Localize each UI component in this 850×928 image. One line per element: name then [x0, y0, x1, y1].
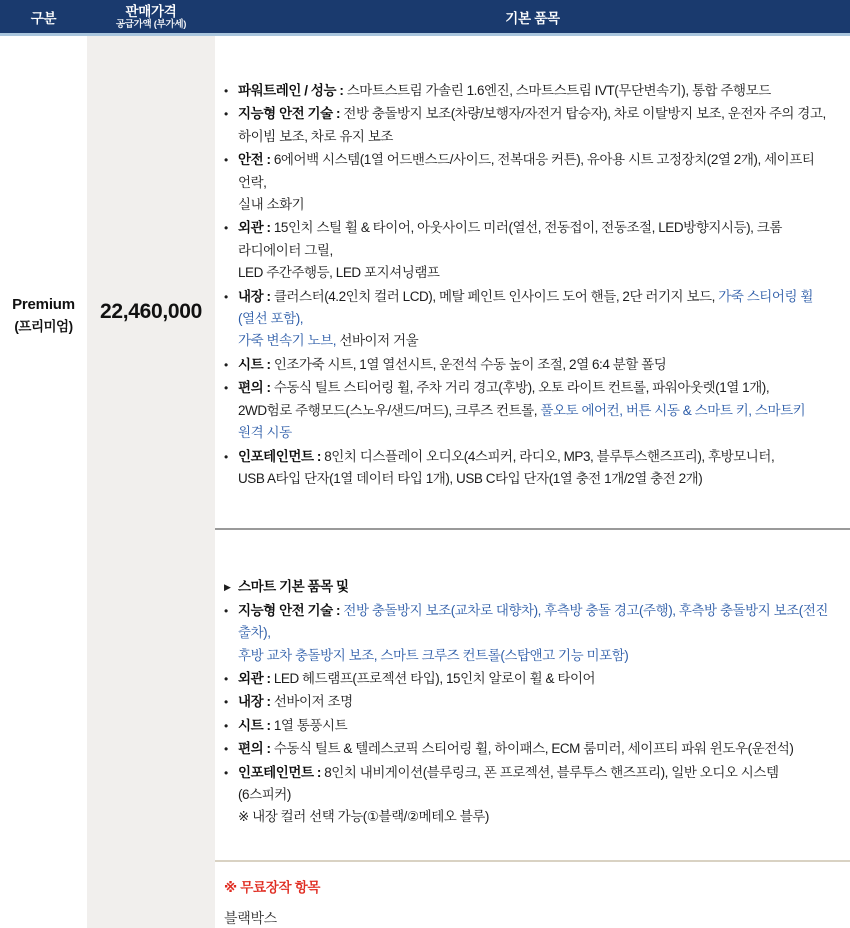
bullet-icon: •	[224, 153, 228, 168]
feature-label: 시트 :	[238, 356, 274, 372]
feature-text: 15인치 스틸 휠 & 타이어, 아웃사이드 미러(열선, 전동접이, 전동조절, LED방향지시등), 크롬 라디에이터 그릴,	[238, 220, 782, 258]
feature-item	[224, 668, 830, 690]
feature-item	[224, 286, 830, 353]
feature-label: 외관 :	[238, 220, 274, 236]
feature-text: 1열 통풍시트	[273, 717, 348, 733]
feature-item	[224, 600, 830, 667]
feature-label: 인포테인먼트 :	[238, 764, 325, 780]
feature-text: USB A타입 단자(1열 데이터 타입 1개), USB C타입 단자(1열 충전 1개/2열 충전 2개)	[238, 470, 703, 486]
free-item: 블랙박스	[224, 909, 277, 926]
feature-text: 스마트스트림 가솔린 1.6엔진, 스마트스트림 IVT(무단변속기), 통합 주행모드	[346, 83, 771, 98]
header-base-items: 기본 품목	[505, 10, 560, 26]
feature-item	[224, 103, 830, 148]
trim-cell	[0, 36, 87, 928]
bullet-icon: •	[224, 84, 228, 98]
feature-label: 인포테인먼트 :	[238, 448, 325, 464]
feature-text: 후방 교차 충돌방지 보조, 스마트 크루즈 컨트롤(스탑앤고 기능 미포함)	[238, 647, 629, 663]
feature-text: 가죽 스티어링 휠(열선 포함),	[238, 288, 813, 327]
feature-label: 안전 :	[238, 152, 274, 168]
bullet-icon: •	[224, 671, 228, 686]
feature-item	[224, 576, 830, 598]
feature-text: 인조가죽 시트, 1열 열선시트, 운전석 수동 높이 조절, 2열 6:4 분할 폴딩	[273, 356, 667, 372]
triangle-bullet-icon: ▶	[224, 582, 231, 593]
feature-text: 8인치 내비게이션(블루링크, 폰 프로젝션, 블루투스 핸즈프리), 일반 오디오 시스템(6스피커)	[238, 764, 779, 802]
bullet-icon: •	[224, 695, 228, 710]
header-price-subtitle: 공급가액 (부가세)	[115, 18, 187, 30]
feature-text: 선바이저 조명	[273, 694, 353, 710]
feature-text: 실내 소화기	[238, 197, 305, 213]
feature-text: 8인치 디스플레이 오디오(4스피커, 라디오, MP3, 블루투스핸즈프리), 후방모니터,	[324, 448, 775, 464]
standard-features-section	[224, 80, 830, 490]
feature-item	[224, 377, 830, 444]
bullet-icon: •	[224, 221, 228, 236]
trim-name-kr: (프리미엄)	[14, 319, 73, 334]
feature-text: 클러스터(4.2인치 컬러 LCD), 메탈 페인트 인사이드 도어 핸들, 2단 러기지 보드,	[273, 288, 719, 304]
feature-text: 수동식 틸트 스티어링 휠, 주차 거리 경고(후방), 오토 라이트 컨트롤, 파워아웃렛(1열 1개),	[273, 380, 770, 396]
feature-label: 파워트레인 / 성능 :	[238, 83, 347, 98]
feature-text: 선바이저 거울	[336, 333, 419, 349]
bullet-icon: •	[224, 765, 228, 780]
feature-text: 풀오토 에어컨, 버튼 시동 & 스마트 키, 스마트키 원격 시동	[238, 402, 806, 441]
feature-item	[224, 354, 830, 376]
feature-text: 가죽 변속기 노브,	[238, 333, 337, 349]
feature-label: 외관 :	[238, 670, 274, 686]
bullet-icon: •	[224, 357, 228, 372]
feature-text: 하이빔 보조, 차로 유지 보조	[238, 128, 394, 144]
feature-label: 내장 :	[238, 288, 274, 304]
bullet-icon: •	[224, 718, 228, 733]
feature-text: LED 주간주행등, LED 포지셔닝램프	[238, 265, 440, 281]
smart-base-features-section	[224, 576, 830, 828]
feature-label: 내장 :	[238, 694, 274, 710]
feature-item	[224, 80, 830, 102]
feature-text: ※ 내장 컬러 선택 가능(①블랙/②메테오 블루)	[238, 809, 489, 825]
feature-item	[224, 149, 830, 216]
free-items-title: ※ 무료장작 항목	[224, 879, 321, 895]
trim-row	[0, 36, 850, 926]
feature-text: 수동식 틸트 & 텔레스코픽 스티어링 휠, 하이패스, ECM 룸미러, 세이프티 파워 윈도우(운전석)	[273, 741, 794, 757]
feature-label: 지능형 안전 기술 :	[238, 602, 344, 618]
feature-text: 전방 충돌방지 보조(차량/보행자/자전거 탑승자), 차로 이탈방지 보조, 운전자 주의 경고,	[343, 106, 826, 122]
price-cell	[87, 36, 215, 928]
bullet-icon: •	[224, 289, 228, 304]
bullet-icon: •	[224, 107, 228, 122]
header-category: 구분	[30, 10, 57, 26]
header-price-title: 판매가격	[125, 3, 177, 19]
footer-divider	[215, 860, 850, 862]
feature-label: 스마트 기본 품목 및	[238, 579, 349, 595]
feature-label: 시트 :	[238, 717, 274, 733]
bullet-icon: •	[224, 603, 228, 618]
trim-price: 22,460,000	[99, 300, 203, 323]
header-price	[87, 0, 215, 33]
feature-text: 2WD험로 주행모드(스노우/샌드/머드), 크루즈 컨트롤,	[238, 402, 541, 418]
table-header	[0, 0, 850, 36]
features-cell	[215, 36, 850, 928]
feature-text: 6에어백 시스템(1열 어드밴스드/사이드, 전복대응 커튼), 유아용 시트 고정장치(2열 2개), 세이프티 언락,	[238, 152, 815, 190]
feature-item	[224, 217, 830, 284]
feature-item	[224, 691, 830, 713]
feature-text: LED 헤드램프(프로젝션 타입), 15인치 알로이 휠 & 타이어	[273, 670, 596, 686]
section-divider	[215, 528, 850, 530]
feature-label: 편의 :	[238, 741, 274, 757]
feature-item	[224, 446, 830, 491]
trim-name-en: Premium	[12, 296, 75, 313]
bullet-icon: •	[224, 381, 228, 396]
feature-item	[224, 738, 830, 760]
feature-item	[224, 715, 830, 737]
bullet-icon: •	[224, 742, 228, 757]
feature-label: 편의 :	[238, 380, 274, 396]
bullet-icon: •	[224, 449, 228, 464]
feature-text: 전방 충돌방지 보조(교차로 대향차), 후측방 충돌 경고(주행), 후측방 충돌방지 보조(전진 출차),	[238, 602, 829, 641]
feature-label: 지능형 안전 기술 :	[238, 106, 344, 122]
feature-item	[224, 762, 830, 829]
